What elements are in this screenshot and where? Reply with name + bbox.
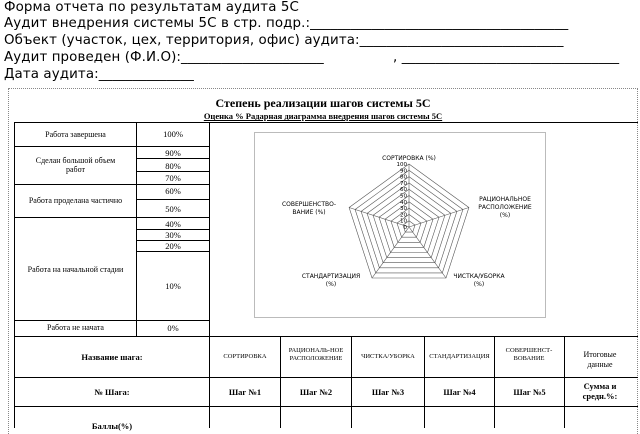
radar-tick-label: 70 xyxy=(400,180,407,187)
axis-label-standard-1: СТАНДАРТИЗАЦИЯ xyxy=(301,273,361,280)
step-num-4: Шаг №4 xyxy=(443,387,476,397)
scale-large-label: Сделан большой объем работ xyxy=(35,156,116,174)
scale-not-started-label: Работа не начата xyxy=(47,323,104,332)
form-heading: Форма отчета по результатам аудита 5С xyxy=(4,0,299,15)
axis-label-improvement-1: СОВЕРШЕНСТВО- xyxy=(281,201,337,208)
pct-50: 50% xyxy=(165,204,181,214)
step-num-5: Шаг №5 xyxy=(513,387,546,397)
radar-tick-label: 60 xyxy=(400,187,407,194)
pct-80: 80% xyxy=(165,161,181,171)
step-name-3: ЧИСТКА/УБОРКА xyxy=(361,353,415,360)
pct-0: 0% xyxy=(167,323,179,333)
form-subtitle: Оценка % Радарная диаграмма внедрения шагов системы 5С xyxy=(203,111,443,121)
row-step-name-label: Название шага: xyxy=(81,352,143,362)
step-num-3: Шаг №3 xyxy=(371,387,405,397)
step-num-1: Шаг №1 xyxy=(228,387,262,397)
radar-tick-label: 30 xyxy=(400,206,407,213)
radar-tick-label: 0 xyxy=(403,225,407,231)
radar-tick-label: 100 xyxy=(396,162,407,168)
row-step-num-label: № Шага: xyxy=(94,387,130,397)
pct-100: 100% xyxy=(163,129,183,139)
axis-label-rational-1: РАЦИОНАЛЬНОЕ xyxy=(479,196,531,203)
radar-tick-label: 80 xyxy=(400,174,407,181)
pct-30: 30% xyxy=(165,230,181,240)
totals-label: Итоговые данные xyxy=(583,350,617,369)
axis-label-cleaning-2: (%) xyxy=(473,281,485,288)
pct-70: 70% xyxy=(165,173,181,183)
radar-chart xyxy=(254,132,546,318)
row-points-label: Баллы(%) xyxy=(91,421,133,431)
auditor-name-field-2[interactable]: , ________________________________ xyxy=(393,50,620,65)
radar-tick-label: 90 xyxy=(400,168,407,175)
axis-label-sorting: СОРТИРОВКА (%) xyxy=(382,155,436,162)
scale-partial-label: Работа проделана частично xyxy=(28,196,123,205)
axis-label-standard-2: (%) xyxy=(325,281,337,288)
radar-tick-label: 20 xyxy=(400,212,407,219)
audit-unit-field[interactable]: Аудит внедрения системы 5С в стр. подр.:______________________________________ xyxy=(4,16,569,31)
step-name-5: СОВЕРШЕНСТ-ВОВАНИЕ xyxy=(505,347,553,362)
pct-40: 40% xyxy=(165,219,181,229)
step-name-4: СТАНДАРТИЗАЦИЯ xyxy=(429,353,490,360)
step-num-2: Шаг №2 xyxy=(299,387,333,397)
form-title: Степень реализации шагов системы 5С xyxy=(215,96,431,110)
axis-label-cleaning-1: ЧИСТКА/УБОРКА xyxy=(453,273,505,280)
step-name-2: РАЦИОНАЛЬ-НОЕ РАСПОЛОЖЕНИЕ xyxy=(288,347,344,362)
axis-label-rational-3: (%) xyxy=(499,212,511,219)
step-name-1: СОРТИРОВКА xyxy=(223,353,267,360)
audit-date-field[interactable]: Дата аудита:______________ xyxy=(4,67,194,82)
pct-20: 20% xyxy=(165,241,181,251)
scale-initial-label: Работа на начальной стадии xyxy=(27,265,124,274)
radar-tick-label: 10 xyxy=(400,218,407,225)
radar-tick-label: 40 xyxy=(400,199,407,206)
pct-90: 90% xyxy=(165,148,181,158)
sum-label: Сумма и средн.%: xyxy=(582,381,618,401)
radar-axis-line xyxy=(409,208,469,228)
axis-label-rational-2: РАСПОЛОЖЕНИЕ xyxy=(478,204,532,211)
scale-complete-label: Работа завершена xyxy=(45,130,106,139)
pct-60: 60% xyxy=(165,186,181,196)
radar-tick-label: 50 xyxy=(400,193,407,200)
pct-10: 10% xyxy=(165,281,181,291)
audit-object-field[interactable]: Объект (участок, цех, территория, офис) аудита:______________________________ xyxy=(4,33,564,48)
auditor-name-field[interactable]: Аудит проведен (Ф.И.О):_____________________ xyxy=(4,50,324,65)
axis-label-improvement-2: ВАНИЕ (%) xyxy=(292,209,326,216)
